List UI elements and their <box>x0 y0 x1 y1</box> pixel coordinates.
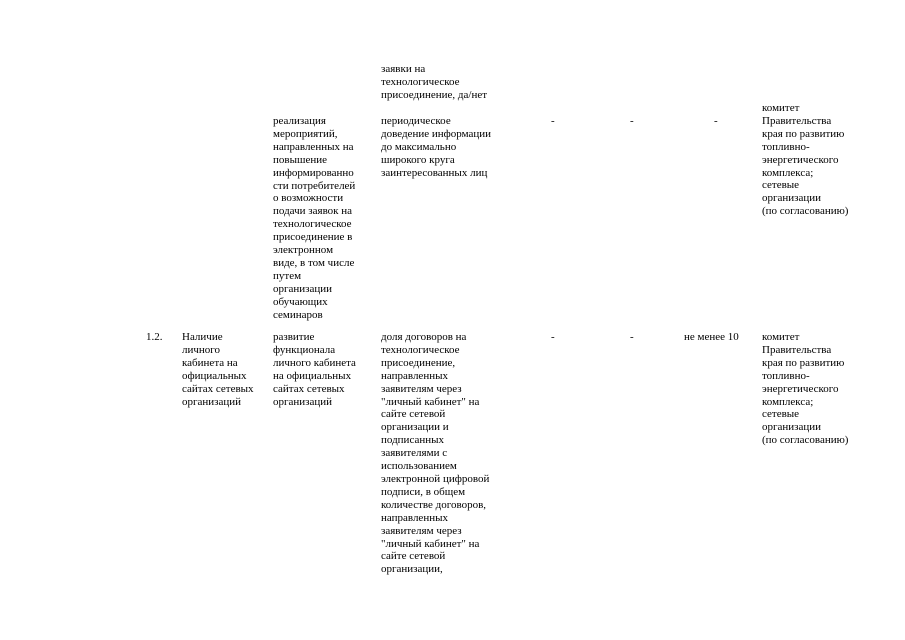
row1-task-cell: реализация мероприятий, направленных на повышение информированно сти потребителей о возможности подачи заявок на технологическое присоединение в электронном виде, в том числе путем организации обучающих семинаров <box>273 115 356 321</box>
row2-number: 1.2. <box>146 331 163 343</box>
row1-value-2: - <box>630 115 634 127</box>
row1-value-3: - <box>714 115 718 127</box>
row1-responsible-cell: комитет Правительства края по развитию топливно- энергетического комплекса; сетевые организации (по согласованию) <box>762 102 849 218</box>
row2-value-3: не менее 10 <box>684 331 739 343</box>
row2-name-cell: Наличие личного кабинета на официальных сайтах сетевых организаций <box>182 331 254 408</box>
row2-value-2: - <box>630 331 634 343</box>
row2-indicator-cell: доля договоров на технологическое присоединение, направленных заявителям через "личный кабинет" на сайте сетевой организации и подписанных заявителями с использованием электронной цифровой подписи, в общем количестве договоров, направленных заявителям через "личный кабинет" на сайте сетевой организации, <box>381 331 490 576</box>
row2-value-1: - <box>551 331 555 343</box>
row2-responsible-cell: комитет Правительства края по развитию топливно- энергетического комплекса; сетевые организации (по согласованию) <box>762 331 849 447</box>
row1-value-1: - <box>551 115 555 127</box>
indicator-continuation: заявки на технологическое присоединение, да/нет <box>381 63 488 101</box>
row1-indicator-cell: периодическое доведение информации до максимально широкого круга заинтересованных лиц <box>381 115 492 179</box>
row2-task-cell: развитие функционала личного кабинета на официальных сайтах сетевых организаций <box>273 331 356 408</box>
